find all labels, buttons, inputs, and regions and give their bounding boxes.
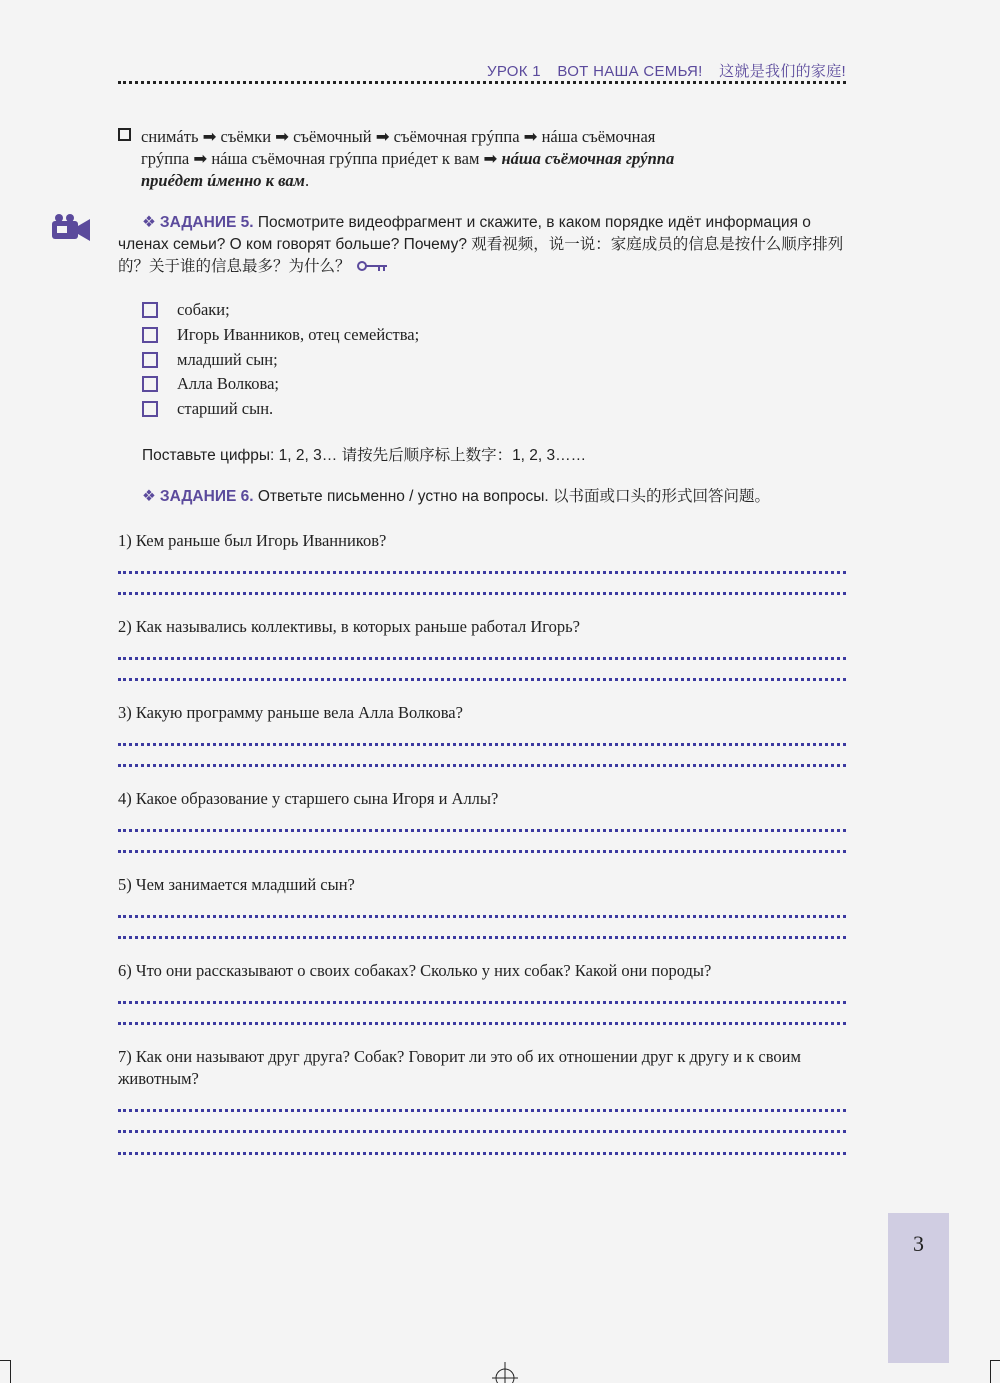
crop-mark — [10, 1360, 11, 1383]
vocab-line-2-text: грýппа ➡ нáша съёмочная грýппа приéдет к вам ➡ — [141, 149, 502, 168]
key-icon — [357, 259, 389, 275]
answer-line[interactable] — [118, 1133, 846, 1155]
answer-line[interactable] — [118, 896, 846, 918]
answer-line[interactable] — [118, 810, 846, 832]
question-7 — [118, 1046, 846, 1155]
order-checkbox[interactable] — [142, 401, 158, 417]
crop-mark — [0, 1360, 10, 1361]
crop-mark — [991, 1360, 1000, 1361]
question-4 — [118, 788, 846, 853]
question-text: 7) Как они называют друг друга? Собак? Говорит ли это об их отношении друг к другу и к своим животным? — [118, 1047, 801, 1088]
answer-line[interactable] — [118, 574, 846, 596]
task-6-title: ЗАДАНИЕ 6. — [159, 488, 254, 505]
registration-mark-icon — [492, 1362, 518, 1383]
order-checkbox[interactable] — [142, 327, 158, 343]
order-checkbox[interactable] — [142, 302, 158, 318]
question-text: 3) Какую программу раньше вела Алла Волкова? — [118, 703, 463, 722]
question-text: 6) Что они рассказывают о своих собаках? Сколько у них собак? Какой они породы? — [118, 961, 712, 980]
order-checkbox[interactable] — [142, 376, 158, 392]
answer-line[interactable] — [118, 1112, 846, 1134]
task-5-text: Посмотрите видеофрагмент и скажите, в каком порядке идёт информация о членах семьи? О ком говорят больше? Почему? 观看视频，说一说：家庭成员的信息是按什么顺序排列的？关于谁的信息最多？为什么？ — [118, 214, 844, 275]
task-6-marker: ❖ — [142, 488, 156, 505]
video-camera-icon — [50, 213, 92, 243]
option-item — [142, 300, 419, 325]
option-label: собаки; — [177, 300, 230, 319]
question-3 — [118, 702, 846, 767]
question-1 — [118, 530, 846, 595]
answer-line[interactable] — [118, 832, 846, 854]
page-number-tab — [888, 1213, 949, 1363]
option-label: Алла Волкова; — [177, 374, 280, 394]
answer-line[interactable] — [118, 724, 846, 746]
vocab-line-3 — [141, 170, 758, 192]
question-text: 2) Как назывались коллективы, в которых раньше работал Игорь? — [118, 617, 580, 636]
answer-line[interactable] — [118, 660, 846, 682]
vocab-line-3-bold: приéдет úменно к вам — [141, 171, 305, 190]
question-5 — [118, 874, 846, 939]
order-checkbox[interactable] — [142, 352, 158, 368]
task-5-title: ЗАДАНИЕ 5. — [159, 214, 254, 231]
answer-line[interactable] — [118, 1090, 846, 1112]
answer-line[interactable] — [118, 918, 846, 940]
lesson-title-zh: 这就是我们的家庭! — [719, 63, 846, 80]
option-label: младший сын; — [177, 349, 278, 369]
task-6 — [118, 486, 846, 508]
question-text: 4) Какое образование у старшего сына Игоря и Аллы? — [118, 789, 499, 808]
lesson-number: УРОК 1 — [487, 63, 541, 80]
vocab-line-2 — [141, 148, 758, 170]
order-options-list — [142, 300, 419, 424]
option-item — [142, 399, 419, 424]
answer-line[interactable] — [118, 746, 846, 768]
task-6-text: Ответьте письменно / устно на вопросы. 以书面或口头的形式回答问题。 — [253, 488, 771, 505]
crop-mark — [990, 1360, 991, 1383]
option-item — [142, 350, 419, 375]
question-text: 1) Кем раньше был Игорь Иванников? — [118, 531, 387, 550]
vocabulary-chain — [118, 126, 758, 192]
answer-line[interactable] — [118, 1004, 846, 1026]
question-text: 5) Чем занимается младший сын? — [118, 875, 355, 894]
answer-line[interactable] — [118, 982, 846, 1004]
lesson-title-ru: ВОТ НАША СЕМЬЯ! — [557, 63, 703, 80]
answer-line[interactable] — [118, 552, 846, 574]
vocab-line-3-end: . — [304, 171, 310, 190]
option-item — [142, 325, 419, 350]
page-header — [118, 58, 846, 84]
header-divider — [118, 81, 846, 84]
option-item — [142, 374, 419, 399]
answer-line[interactable] — [118, 638, 846, 660]
header-title — [475, 60, 846, 81]
option-label: Игорь Иванников, отец семейства; — [177, 324, 420, 344]
option-label: старший сын. — [177, 399, 274, 419]
bullet-box — [118, 128, 131, 141]
page-number: 3 — [913, 1231, 924, 1256]
task-5 — [118, 212, 846, 278]
vocab-line-2-bold: нáша съёмочная грýппа — [501, 149, 675, 168]
numbering-instruction: Поставьте цифры: 1, 2, 3… 请按先后顺序标上数字：1, 2, 3…… — [142, 447, 587, 464]
question-6 — [118, 960, 846, 1025]
task-5-marker: ❖ — [142, 214, 156, 231]
question-2 — [118, 616, 846, 681]
vocab-line-1: снимáть ➡ съёмки ➡ съёмочный ➡ съёмочная грýппа ➡ нáша съёмочная — [141, 127, 656, 146]
